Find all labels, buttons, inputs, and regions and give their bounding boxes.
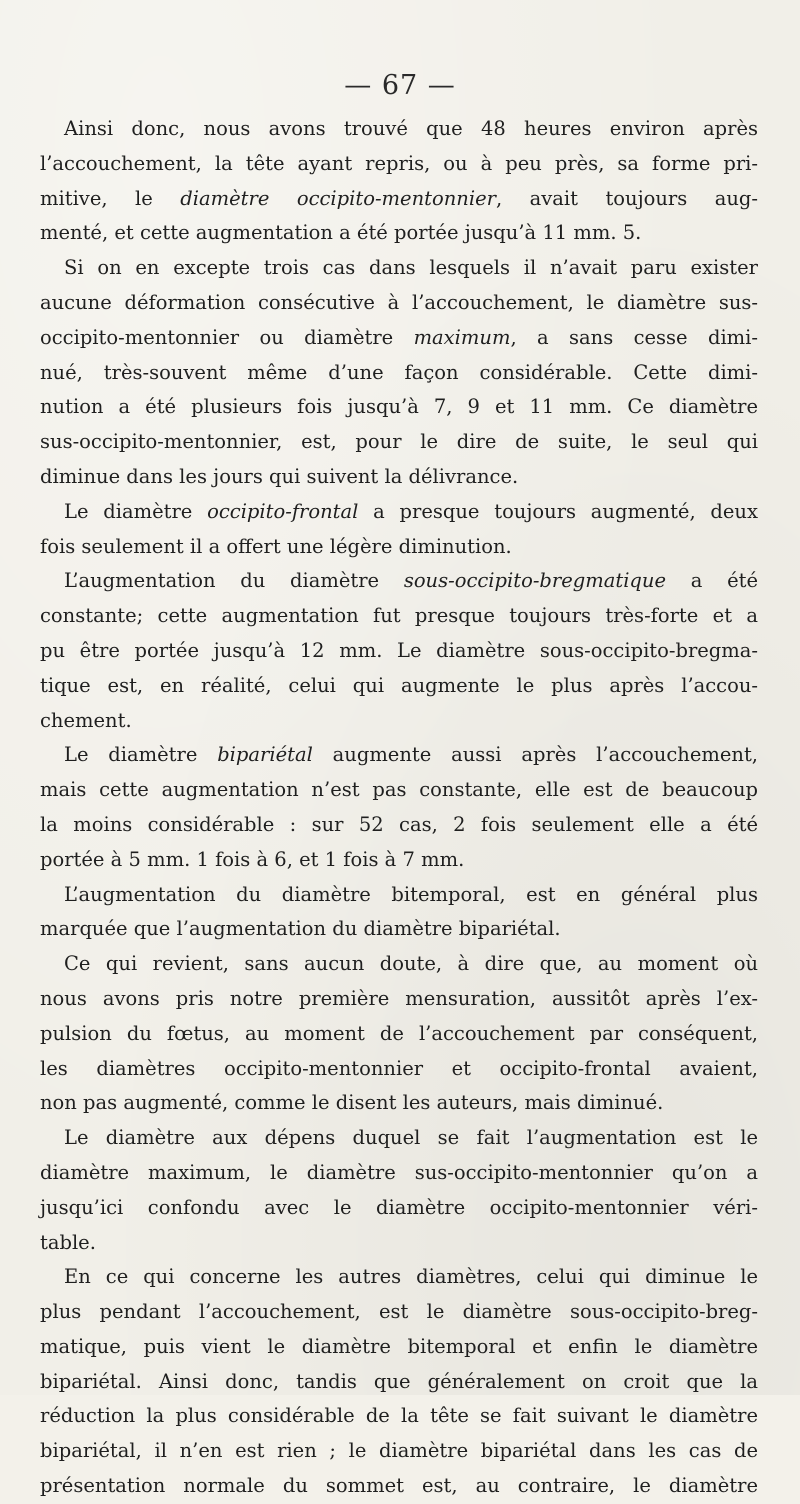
paragraph xyxy=(40,251,758,495)
text-run: occipito-mentonnier ou diamètre xyxy=(40,325,414,349)
text-line: matique, puis vient le diamètre bitemporal et enfin le diamètre xyxy=(40,1334,758,1358)
paragraph xyxy=(40,738,758,877)
paragraph xyxy=(40,112,758,251)
text-line: Ce qui revient, sans aucun doute, à dire que, au moment où xyxy=(64,952,758,976)
text-run: , avait toujours aug- xyxy=(495,186,758,210)
text-line: En ce qui concerne les autres diamètres, celui qui diminue le xyxy=(64,1265,758,1289)
text-run: a presque toujours augmenté, deux xyxy=(358,499,758,523)
text-line: diminue dans les jours qui suivent la délivrance. xyxy=(40,464,519,488)
text-line: Ainsi donc, nous avons trouvé que 48 heures environ après xyxy=(64,117,758,140)
text-line: marquée que l’augmentation du diamètre bipariétal. xyxy=(40,917,561,941)
paragraph xyxy=(40,1260,758,1504)
text-line: plus pendant l’accouchement, est le diamètre sous-occipito-breg- xyxy=(40,1300,758,1324)
text-line: la moins considérable : sur 52 cas, 2 fois seulement elle a été xyxy=(40,812,758,836)
italic-term: occipito-frontal xyxy=(207,499,359,523)
text-line: diamètre maximum, le diamètre sus-occipito-mentonnier qu’on a xyxy=(40,1160,758,1184)
text-line xyxy=(40,495,758,530)
text-run: augmente aussi après l’accouchement, xyxy=(312,743,758,767)
text-line: non pas augmenté, comme le disent les auteurs, mais diminué. xyxy=(40,1091,664,1115)
text-line: pu être portée jusqu’à 12 mm. Le diamètre sous-occipito-bregma- xyxy=(40,638,758,662)
text-line: nous avons pris notre première mensuration, aussitôt après l’ex- xyxy=(40,986,758,1010)
text-line: table. xyxy=(40,1230,96,1254)
text-line: l’accouchement, la tête ayant repris, ou à peu près, sa forme pri- xyxy=(40,151,758,175)
body-text xyxy=(40,112,758,1504)
text-line: constante; cette augmentation fut presque toujours très-forte et a xyxy=(40,604,758,628)
text-run: mitive, le xyxy=(40,186,181,210)
text-line: les diamètres occipito-mentonnier et occipito-frontal avaient, xyxy=(40,1056,758,1080)
italic-term: diamètre occipito-mentonnier xyxy=(180,186,496,210)
text-run: , a sans cesse dimi- xyxy=(510,325,758,349)
text-line: tique est, en réalité, celui qui augmente le plus après l’accou- xyxy=(40,673,758,697)
italic-term: sous-occipito-bregmatique xyxy=(403,569,667,593)
text-line: pulsion du fœtus, au moment de l’accouchement par conséquent, xyxy=(40,1021,758,1045)
paragraph xyxy=(40,947,758,1121)
text-line: présentation normale du sommet est, au contraire, le diamètre xyxy=(40,1474,758,1498)
text-line: jusqu’ici confondu avec le diamètre occipito-mentonnier véri- xyxy=(40,1195,758,1219)
paragraph xyxy=(40,878,758,948)
text-line: Le diamètre aux dépens duquel se fait l’augmentation est le xyxy=(64,1126,758,1150)
text-run: Le diamètre xyxy=(64,743,218,767)
italic-term: bipariétal xyxy=(217,743,313,767)
text-line: nué, très-souvent même d’une façon considérable. Cette dimi- xyxy=(40,360,758,384)
text-line xyxy=(40,182,758,217)
text-line: portée à 5 mm. 1 fois à 6, et 1 fois à 7 mm. xyxy=(40,847,465,871)
text-run: L’augmentation du diamètre xyxy=(64,569,404,593)
text-line: nution a été plusieurs fois jusqu’à 7, 9 et 11 mm. Ce diamètre xyxy=(40,395,758,419)
paragraph xyxy=(40,564,758,738)
text-line: chement. xyxy=(40,708,132,732)
text-line: L’augmentation du diamètre bitemporal, est en général plus xyxy=(64,882,758,906)
text-line: bipariétal. Ainsi donc, tandis que généralement on croit que la xyxy=(40,1369,758,1393)
text-line xyxy=(40,738,758,773)
text-run: Le diamètre xyxy=(64,499,208,523)
text-line xyxy=(40,321,758,356)
text-line: Si on en excepte trois cas dans lesquels il n’avait paru exister xyxy=(64,256,758,280)
text-run: a été xyxy=(666,569,758,593)
text-line xyxy=(40,564,758,599)
paragraph xyxy=(40,1121,758,1260)
text-line: bipariétal, il n’en est rien ; le diamètre bipariétal dans les cas de xyxy=(40,1439,758,1463)
text-line: aucune déformation consécutive à l’accouchement, le diamètre sus- xyxy=(40,290,758,314)
text-line: réduction la plus considérable de la tête se fait suivant le diamètre xyxy=(40,1404,758,1428)
text-line: menté, et cette augmentation a été portée jusqu’à 11 mm. 5. xyxy=(40,221,642,245)
paragraph xyxy=(40,495,758,565)
text-line: fois seulement il a offert une légère diminution. xyxy=(40,534,512,558)
italic-term: maximum xyxy=(413,325,511,349)
text-line: sus-occipito-mentonnier, est, pour le dire de suite, le seul qui xyxy=(40,430,758,454)
text-line: mais cette augmentation n’est pas constante, elle est de beaucoup xyxy=(40,778,758,802)
page-number: — 67 — xyxy=(344,70,456,101)
